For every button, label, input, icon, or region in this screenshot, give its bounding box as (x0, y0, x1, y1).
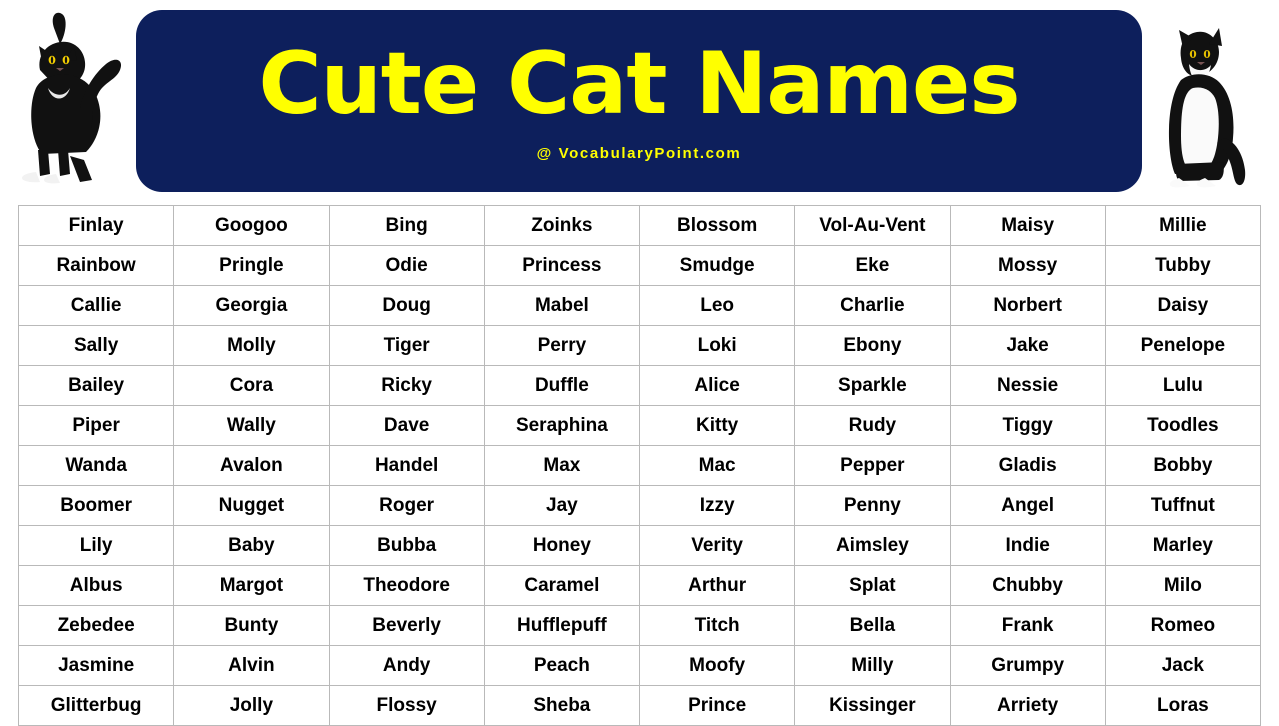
name-cell: Bing (329, 206, 484, 246)
name-cell: Marley (1105, 526, 1260, 566)
name-cell: Nessie (950, 366, 1105, 406)
name-cell: Margot (174, 566, 329, 606)
name-cell: Odie (329, 246, 484, 286)
name-cell: Aimsley (795, 526, 950, 566)
name-cell: Norbert (950, 286, 1105, 326)
name-cell: Avalon (174, 446, 329, 486)
name-cell: Ricky (329, 366, 484, 406)
name-cell: Boomer (19, 486, 174, 526)
name-cell: Romeo (1105, 606, 1260, 646)
name-cell: Zoinks (484, 206, 639, 246)
name-cell: Wanda (19, 446, 174, 486)
name-cell: Jack (1105, 646, 1260, 686)
name-cell: Grumpy (950, 646, 1105, 686)
black-white-cat-icon (1147, 18, 1267, 193)
name-cell: Angel (950, 486, 1105, 526)
name-cell: Mac (640, 446, 795, 486)
name-cell: Georgia (174, 286, 329, 326)
title-banner (136, 10, 1142, 192)
header-area (0, 0, 1279, 196)
name-cell: Roger (329, 486, 484, 526)
name-cell: Penelope (1105, 326, 1260, 366)
name-cell: Smudge (640, 246, 795, 286)
name-cell: Peach (484, 646, 639, 686)
name-cell: Callie (19, 286, 174, 326)
name-cell: Albus (19, 566, 174, 606)
name-cell: Glitterbug (19, 686, 174, 726)
name-cell: Maisy (950, 206, 1105, 246)
name-cell: Pringle (174, 246, 329, 286)
name-cell: Nugget (174, 486, 329, 526)
name-cell: Hufflepuff (484, 606, 639, 646)
page-title: Cute Cat Names (258, 33, 1020, 134)
name-cell: Sally (19, 326, 174, 366)
name-cell: Tiger (329, 326, 484, 366)
name-cell: Lulu (1105, 366, 1260, 406)
name-cell: Cora (174, 366, 329, 406)
name-cell: Rudy (795, 406, 950, 446)
name-cell: Kissinger (795, 686, 950, 726)
name-cell: Bobby (1105, 446, 1260, 486)
name-cell: Arthur (640, 566, 795, 606)
name-cell: Gladis (950, 446, 1105, 486)
cat-names-table (18, 205, 1261, 726)
table-row (19, 646, 1261, 686)
name-cell: Toodles (1105, 406, 1260, 446)
name-cell: Molly (174, 326, 329, 366)
name-cell: Milly (795, 646, 950, 686)
name-cell: Alice (640, 366, 795, 406)
name-cell: Wally (174, 406, 329, 446)
name-cell: Jolly (174, 686, 329, 726)
name-cell: Jake (950, 326, 1105, 366)
name-cell: Blossom (640, 206, 795, 246)
name-cell: Alvin (174, 646, 329, 686)
name-cell: Lily (19, 526, 174, 566)
table-row (19, 526, 1261, 566)
table-row (19, 606, 1261, 646)
name-cell: Bailey (19, 366, 174, 406)
table-row (19, 366, 1261, 406)
name-cell: Googoo (174, 206, 329, 246)
name-cell: Vol-Au-Vent (795, 206, 950, 246)
name-cell: Sheba (484, 686, 639, 726)
name-cell: Loki (640, 326, 795, 366)
black-cat-icon (10, 8, 130, 193)
site-credit: @ VocabularyPoint.com (536, 144, 742, 162)
name-cell: Tuffnut (1105, 486, 1260, 526)
name-cell: Daisy (1105, 286, 1260, 326)
table-row (19, 286, 1261, 326)
name-cell: Ebony (795, 326, 950, 366)
name-cell: Tiggy (950, 406, 1105, 446)
name-cell: Bubba (329, 526, 484, 566)
table-row (19, 246, 1261, 286)
name-cell: Zebedee (19, 606, 174, 646)
name-cell: Princess (484, 246, 639, 286)
name-cell: Chubby (950, 566, 1105, 606)
name-cell: Splat (795, 566, 950, 606)
name-cell: Perry (484, 326, 639, 366)
name-cell: Bella (795, 606, 950, 646)
name-cell: Mossy (950, 246, 1105, 286)
name-cell: Indie (950, 526, 1105, 566)
table-row (19, 566, 1261, 606)
name-cell: Rainbow (19, 246, 174, 286)
table-row (19, 446, 1261, 486)
name-cell: Frank (950, 606, 1105, 646)
name-cell: Max (484, 446, 639, 486)
name-cell: Tubby (1105, 246, 1260, 286)
name-cell: Dave (329, 406, 484, 446)
name-cell: Caramel (484, 566, 639, 606)
name-cell: Pepper (795, 446, 950, 486)
name-cell: Loras (1105, 686, 1260, 726)
name-cell: Piper (19, 406, 174, 446)
table-row (19, 206, 1261, 246)
name-cell: Jasmine (19, 646, 174, 686)
name-cell: Beverly (329, 606, 484, 646)
name-cell: Jay (484, 486, 639, 526)
name-cell: Seraphina (484, 406, 639, 446)
name-cell: Kitty (640, 406, 795, 446)
table-row (19, 406, 1261, 446)
table-row (19, 486, 1261, 526)
name-cell: Verity (640, 526, 795, 566)
name-cell: Duffle (484, 366, 639, 406)
name-cell: Millie (1105, 206, 1260, 246)
table-row (19, 326, 1261, 366)
name-cell: Mabel (484, 286, 639, 326)
name-cell: Finlay (19, 206, 174, 246)
name-cell: Penny (795, 486, 950, 526)
name-cell: Arriety (950, 686, 1105, 726)
name-cell: Handel (329, 446, 484, 486)
name-cell: Milo (1105, 566, 1260, 606)
name-cell: Doug (329, 286, 484, 326)
name-cell: Prince (640, 686, 795, 726)
name-cell: Eke (795, 246, 950, 286)
name-cell: Izzy (640, 486, 795, 526)
name-cell: Leo (640, 286, 795, 326)
name-cell: Bunty (174, 606, 329, 646)
name-cell: Andy (329, 646, 484, 686)
name-cell: Baby (174, 526, 329, 566)
cat-names-table-container (18, 205, 1261, 726)
name-cell: Flossy (329, 686, 484, 726)
name-cell: Titch (640, 606, 795, 646)
name-cell: Sparkle (795, 366, 950, 406)
name-cell: Theodore (329, 566, 484, 606)
name-cell: Moofy (640, 646, 795, 686)
name-cell: Honey (484, 526, 639, 566)
name-cell: Charlie (795, 286, 950, 326)
